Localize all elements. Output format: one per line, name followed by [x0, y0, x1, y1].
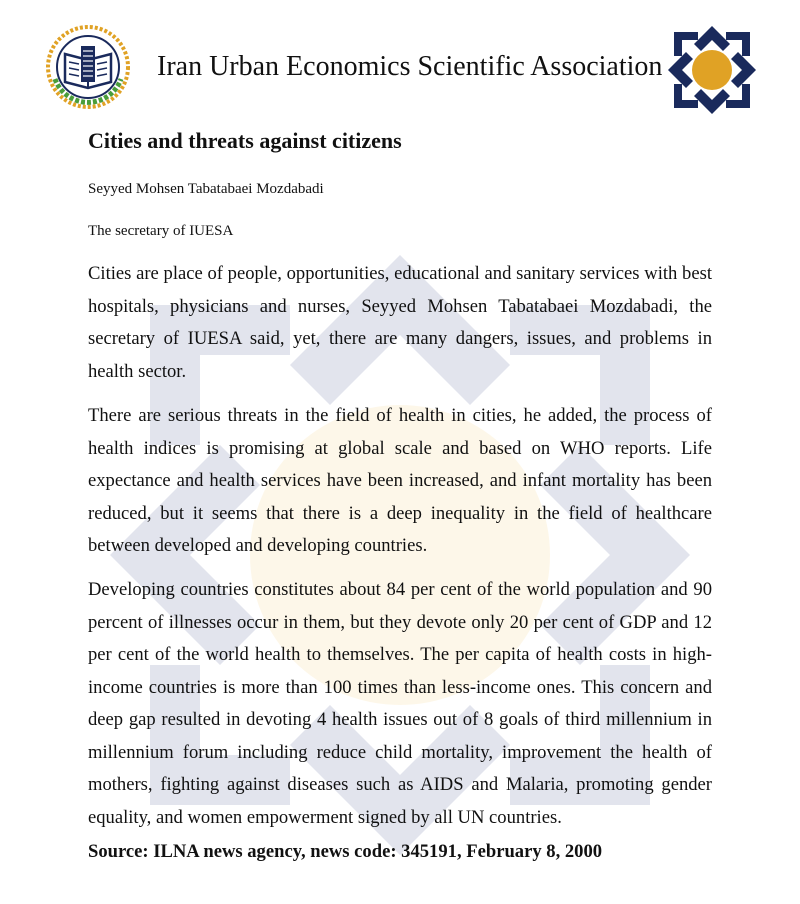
- author-name: Seyyed Mohsen Tabatabaei Mozdabadi: [88, 181, 324, 197]
- author-role: The secretary of IUESA: [88, 223, 234, 239]
- paragraph-2: There are serious threats in the field of health in cities, he added, the process of health indices is promising at global scale and based on WHO reports. Life expectance and health services have been increased, and infant mortality has been reduced, but it seems that there is a deep inequality in the field of healthcare between developed and developing countries.: [88, 405, 712, 556]
- source-citation: Source: ILNA news agency, news code: 345191, February 8, 2000: [88, 841, 603, 862]
- paragraph-3: Developing countries constitutes about 84 per cent of the world population and 90 percent of illnesses occur in them, but they devote only 20 per cent of GDP and 12 per cent of the world health to themselves. The per capita of health costs in high-income countries is more than 100 times than less-income ones. This concern and deep gap resulted in devoting 4 health issues out of 8 goals of third millennium in millennium forum including reduce child mortality, improvement the health of mothers, fighting against diseases such as AIDS and Malaria, promoting gender equality, and women empowerment signed by all UN countries.: [88, 579, 712, 828]
- book-building-emblem-icon: [45, 24, 131, 110]
- document-header: [0, 0, 800, 120]
- article-title: Cities and threats against citizens: [88, 128, 402, 153]
- organization-name: Iran Urban Economics Scientific Association: [157, 51, 663, 82]
- geometric-star-emblem-icon: [666, 24, 758, 116]
- paragraph-1: Cities are place of people, opportunities, educational and sanitary services with best hospitals, physicians and nurses, Seyyed Mohsen Tabatabaei Mozdabadi, the secretary of IUESA said, yet, there are many dangers, issues, and problems in health sector.: [88, 263, 712, 382]
